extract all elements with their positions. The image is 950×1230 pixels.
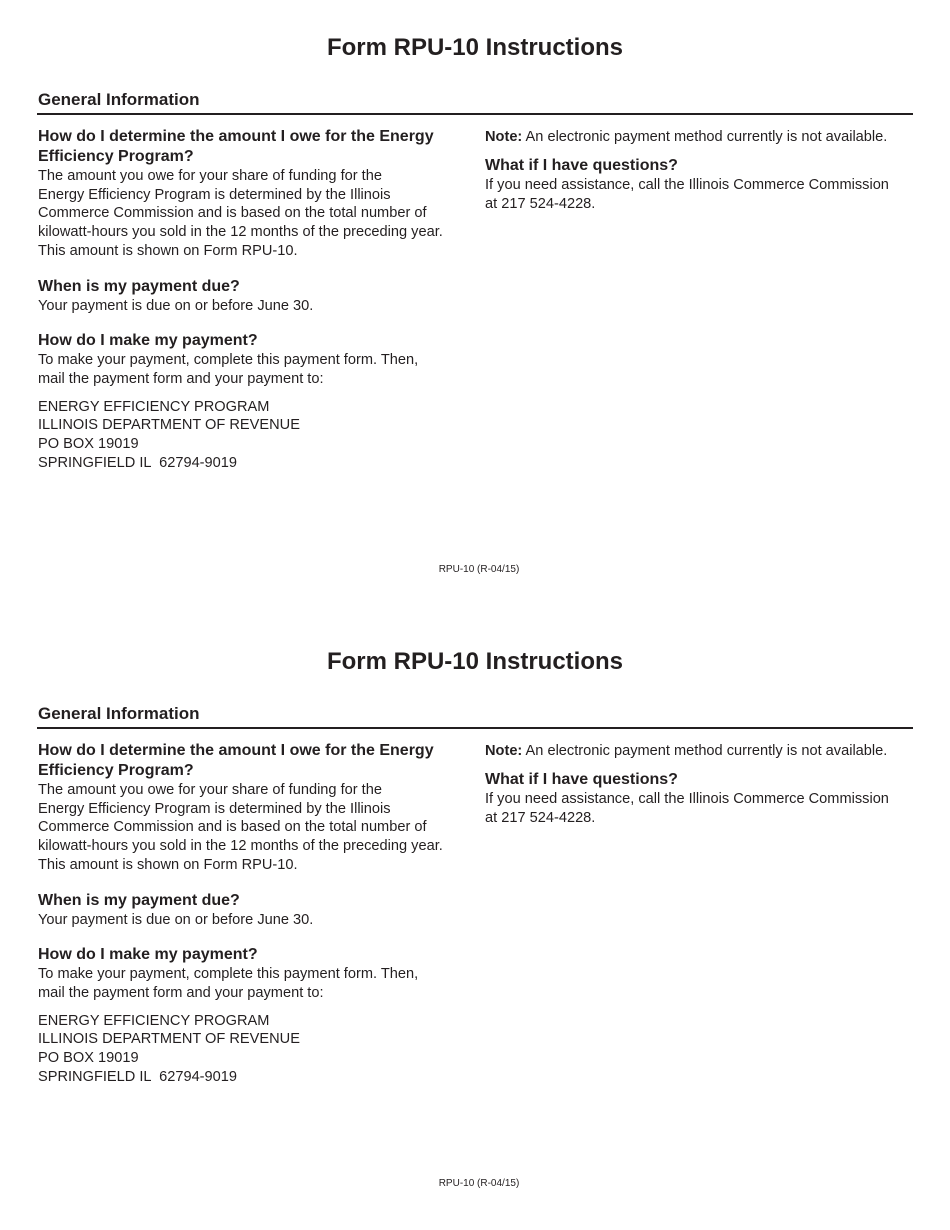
question-payment-due: When is my payment due? <box>38 277 240 295</box>
answer-contact: If you need assistance, call the Illinois Commerce Commission at 217 524-4228. <box>485 177 889 212</box>
page-title: Form RPU-10 Instructions <box>326 648 624 675</box>
instructions-page-2 <box>0 614 950 1228</box>
address-line: PO BOX 19019 <box>38 1050 139 1067</box>
section-divider <box>37 113 913 115</box>
answer-payment-due: Your payment is due on or before June 30. <box>38 911 314 928</box>
answer-payment-due: Your payment is due on or before June 30. <box>38 297 314 314</box>
answer-amount-owed: The amount you owe for your share of funding for the Energy Efficiency Program is determined by the Illinois Commerce Commission and is based on the total number of kilowatt-hours you sold in the 12 months of the preceding year. This amount is shown on Form RPU-10. <box>38 168 443 259</box>
note-label: Note: <box>485 743 523 759</box>
section-heading: General Information <box>38 704 200 723</box>
question-make-payment: How do I make my payment? <box>38 946 258 964</box>
form-revision-footer: RPU-10 (R-04/15) <box>438 564 520 575</box>
mailing-address <box>38 1012 470 1087</box>
answer-contact: If you need assistance, call the Illinois Commerce Commission at 217 524-4228. <box>485 791 889 826</box>
answer-amount-owed: The amount you owe for your share of funding for the Energy Efficiency Program is determined by the Illinois Commerce Commission and is based on the total number of kilowatt-hours you sold in the 12 months of the preceding year. This amount is shown on Form RPU-10. <box>38 782 443 873</box>
question-amount-owed: How do I determine the amount I owe for the Energy Efficiency Program? <box>38 742 434 779</box>
left-column <box>38 741 470 1086</box>
question-contact: What if I have questions? <box>485 771 678 788</box>
address-line: SPRINGFIELD IL 62794-9019 <box>38 454 238 471</box>
address-line: SPRINGFIELD IL 62794-9019 <box>38 1068 238 1085</box>
note-label: Note: <box>485 129 523 145</box>
page-title: Form RPU-10 Instructions <box>326 34 624 61</box>
mailing-address <box>38 398 470 473</box>
address-line: ENERGY EFFICIENCY PROGRAM <box>38 1012 270 1029</box>
note-text: An electronic payment method currently is not available. <box>522 743 888 759</box>
address-line: ENERGY EFFICIENCY PROGRAM <box>38 398 270 415</box>
question-make-payment: How do I make my payment? <box>38 332 258 350</box>
address-line: PO BOX 19019 <box>38 436 139 453</box>
question-payment-due: When is my payment due? <box>38 891 240 909</box>
right-column <box>485 127 925 213</box>
note-text: An electronic payment method currently is not available. <box>522 129 888 145</box>
question-amount-owed: How do I determine the amount I owe for the Energy Efficiency Program? <box>38 128 434 165</box>
section-heading: General Information <box>38 90 200 109</box>
instructions-page-1 <box>0 0 950 614</box>
question-contact: What if I have questions? <box>485 157 678 174</box>
answer-make-payment: To make your payment, complete this payment form. Then, mail the payment form and your payment to: <box>38 352 419 387</box>
left-column <box>38 127 470 472</box>
section-divider <box>37 727 913 729</box>
form-revision-footer: RPU-10 (R-04/15) <box>438 1178 520 1189</box>
answer-make-payment: To make your payment, complete this payment form. Then, mail the payment form and your payment to: <box>38 966 419 1001</box>
right-column <box>485 741 925 827</box>
address-line: ILLINOIS DEPARTMENT OF REVENUE <box>38 1031 300 1048</box>
electronic-payment-note <box>485 127 925 147</box>
electronic-payment-note <box>485 741 925 761</box>
address-line: ILLINOIS DEPARTMENT OF REVENUE <box>38 417 300 434</box>
